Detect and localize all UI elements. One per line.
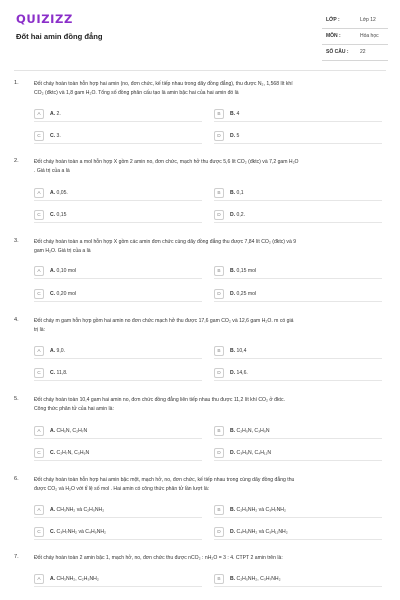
option-b[interactable]: B B. 0,15 mol: [214, 266, 382, 279]
option-a[interactable]: A A. CH₃NH₂ và C₂H₅NH₂: [34, 505, 202, 518]
option-d[interactable]: D D. 14,6.: [214, 368, 382, 381]
meta-subject-value: Hóa học: [360, 33, 379, 39]
option-letter-box: D: [214, 368, 224, 378]
option-letter-box: B: [214, 574, 224, 584]
option-letter-box: C: [34, 131, 44, 141]
option-letter-box: B: [214, 188, 224, 198]
option-b[interactable]: B B. C₂H₅NH₂ và C₃H₇NH₂: [214, 505, 382, 518]
option-letter-box: A: [34, 574, 44, 584]
option-c[interactable]: C C. 3.: [34, 131, 202, 144]
option-letter-box: C: [34, 210, 44, 220]
page-title: Đốt hai amin đồng đẳng: [16, 32, 103, 41]
option-a[interactable]: A A. CH₅N, C₂H₇N: [34, 426, 202, 439]
option-a[interactable]: A A. 9,0.: [34, 346, 202, 359]
option-c[interactable]: C C. 0,20 mol: [34, 289, 202, 302]
option-letter-box: A: [34, 505, 44, 515]
option-letter-box: A: [34, 109, 44, 119]
option-letter-box: C: [34, 289, 44, 299]
question-number: 7.: [14, 554, 19, 560]
option-letter-box: A: [34, 426, 44, 436]
option-c[interactable]: C C. 11,8.: [34, 368, 202, 381]
option-d[interactable]: D D. 0,2.: [214, 210, 382, 223]
option-b[interactable]: B B. C₂H₅N, C₃H₉N: [214, 426, 382, 439]
option-letter-box: D: [214, 289, 224, 299]
option-a[interactable]: A A. CH₃NH₂, C₂H₅NH₂: [34, 574, 202, 587]
question-text: Đốt cháy m gam hỗn hợp gồm hai amin no đơn chức mạch hở thu được 17,6 gam CO₂ và 12,6 gam H₂O. m có giá trị là:: [34, 318, 294, 333]
option-letter-box: B: [214, 109, 224, 119]
option-d[interactable]: D D. 5: [214, 131, 382, 144]
option-a[interactable]: A A. 2.: [34, 109, 202, 122]
option-b[interactable]: B B. 4: [214, 109, 382, 122]
option-letter-box: D: [214, 448, 224, 458]
option-letter-box: C: [34, 368, 44, 378]
option-letter-box: C: [34, 448, 44, 458]
meta-class-value: Lớp 12: [360, 17, 376, 23]
meta-subject-label: MÔN :: [326, 33, 341, 39]
question-text: Đốt cháy hoàn toàn hỗn hợp hai amin (no, đơn chức, kế tiếp nhau trong dãy đồng đẳng), thu được N₂, 1,568 lít khí CO₂ (đktc) và 1,8 gam H₂O. Tổng số đồng phân cấu tạo là amin bậc hai của hai amin đó là: [34, 81, 293, 96]
meta-count-label: SỐ CÂU :: [326, 49, 349, 55]
option-letter-box: B: [214, 346, 224, 356]
quizizz-logo: QUIZIZZ: [16, 12, 73, 26]
option-letter-box: C: [34, 527, 44, 537]
option-d[interactable]: D D. 0,25 mol: [214, 289, 382, 302]
option-b[interactable]: B B. C₂H₅NH₂, C₃H₇NH₂: [214, 574, 382, 587]
meta-class-row: [322, 14, 388, 29]
option-a[interactable]: A A. 0,10 mol: [34, 266, 202, 279]
question-text: Đốt cháy hoàn toàn a mol hỗn hợp X gồm 2 amin no, đơn chức, mạch hở thu được 5,6 lít CO₂ (đktc) và 7,2 gam H₂O . Giá trị của a là: [34, 159, 299, 174]
question-number: 5.: [14, 396, 19, 402]
question-text: Đốt cháy hoàn toàn 2 amin bậc 1, mạch hở, no, đơn chức thu được nCO₂ : nH₂O = 3 : 4. CTPT 2 amin trên là:: [34, 555, 283, 561]
option-letter-box: A: [34, 346, 44, 356]
option-letter-box: B: [214, 505, 224, 515]
question-number: 4.: [14, 317, 19, 323]
option-letter-box: B: [214, 426, 224, 436]
option-d[interactable]: D D. C₄H₉NH₂ và C₅H₁₁NH₂: [214, 527, 382, 540]
meta-count-value: 22: [360, 49, 366, 55]
meta-class-label: LỚP :: [326, 17, 340, 23]
meta-subject-row: [322, 30, 388, 45]
question-number: 6.: [14, 476, 19, 482]
question-text: Đốt cháy hoàn toàn 10,4 gam hai amin no, đơn chức đồng đẳng liên tiếp nhau thu được 11,2 lít khí CO₂ ở đktc. Công thức phân tử của hai amin là:: [34, 397, 285, 412]
option-c[interactable]: C C. C₂H₇N, C₃H₉N: [34, 448, 202, 461]
option-a[interactable]: A A. 0,05.: [34, 188, 202, 201]
option-d[interactable]: D D. C₃H₉N, C₄H₁₁N: [214, 448, 382, 461]
option-c[interactable]: C C. C₃H₇NH₂ và C₄H₉NH₂: [34, 527, 202, 540]
option-b[interactable]: B B. 0,1: [214, 188, 382, 201]
option-b[interactable]: B B. 10,4: [214, 346, 382, 359]
option-letter-box: D: [214, 210, 224, 220]
question-text: Đốt cháy hoàn toàn hỗn hợp hai amin bậc một, mạch hở, no, đơn chức, kế tiếp nhau trong cùng dãy đồng đẳng thu được CO₂ và H₂O với tỉ lệ số mol . Hai amin có công thức phân tử lần lượt là:: [34, 477, 295, 492]
question-number: 1.: [14, 80, 19, 86]
worksheet-header: [0, 0, 400, 66]
option-c[interactable]: C C. 0,15: [34, 210, 202, 223]
header-divider: [14, 70, 386, 71]
option-letter-box: A: [34, 266, 44, 276]
question-number: 3.: [14, 238, 19, 244]
option-letter-box: D: [214, 527, 224, 537]
option-letter-box: D: [214, 131, 224, 141]
meta-count-row: [322, 46, 388, 61]
question-number: 2.: [14, 158, 19, 164]
question-text: Đốt cháy hoàn toàn a mol hỗn hợp X gồm các amin đơn chức cùng dãy đồng đẳng thu được 7,84 lít CO₂ (đktc) và 9 gam H₂O. Giá trị của a là: [34, 239, 297, 254]
option-letter-box: A: [34, 188, 44, 198]
option-letter-box: B: [214, 266, 224, 276]
